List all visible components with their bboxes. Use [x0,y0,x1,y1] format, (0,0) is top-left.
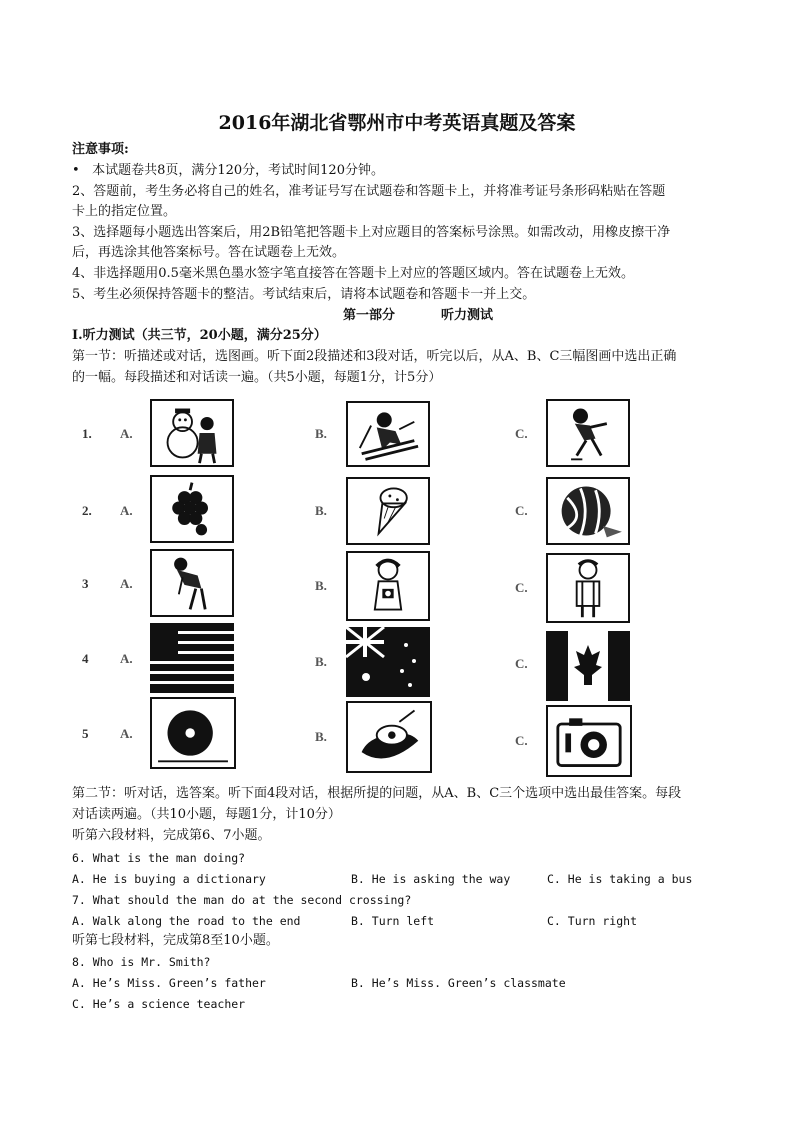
part-name: 听力测试 [441,308,494,323]
question-number: 4 [82,651,89,666]
notes-item-1 [72,161,384,181]
section2-instructions-1: 第二节：听对话，选答案。听下面4段对话，根据所提的问题，从A、B、C三个选项中选出最佳答案。每段 [72,786,682,801]
question-6-option-c: C. He is taking a bus [547,872,693,886]
part-label: 第一部分 [343,308,396,323]
notes-heading: 注意事项: [72,142,129,157]
option-label-b: B. [315,654,327,669]
section1-heading: Ⅰ.听力测试（共三节，20小题，满分25分） [72,328,327,343]
notes-item-5: 5、考生必须保持答题卡的整洁。考试结束后，请将本试题卷和答题卡一并上交。 [72,287,536,302]
question-7-option-b: B. Turn left [351,914,435,928]
question-8-option-c: C. He’s a science teacher [72,997,246,1011]
notes-item-3-cont: 后，再选涂其他答案标号。答在试题卷上无效。 [72,245,346,260]
option-label-a: A. [120,503,133,518]
question-6-option-a: A. He is buying a dictionary [72,872,266,886]
option-label-b: B. [315,578,327,593]
skater-picture [546,399,630,467]
notes-item-2-cont: 卡上的指定位置。 [72,204,177,219]
question-number: 3 [82,576,89,591]
usa-flag-picture [150,623,234,693]
australia-flag-picture [346,627,430,697]
question-8: 8. Who is Mr. Smith? [72,955,211,969]
boy-suspenders-picture [546,553,630,623]
question-7-option-a: A. Walk along the road to the end [72,914,301,928]
notes-item-3: 3、选择题每小题选出答案后，用2B铅笔把答题卡上对应题目的答案标号涂黑。如需改动，用橡皮擦干净 [72,225,671,240]
option-label-b: B. [315,729,327,744]
canada-flag-picture [546,631,630,701]
option-label-b: B. [315,503,327,518]
page-title: 2016年湖北省鄂州市中考英语真题及答案 [218,112,576,134]
cd-disc-picture [150,697,236,769]
option-label-a: A. [120,576,133,591]
question-8-option-b: B. He’s Miss. Green’s classmate [351,976,566,990]
ice-cream-picture [346,477,430,545]
option-label-a: A. [120,426,133,441]
option-label-c: C. [515,656,528,671]
option-label-c: C. [515,426,528,441]
girl-camera-picture [346,551,430,621]
cd-player-picture [346,701,432,773]
notes-item-4: 4、非选择题用0.5毫米黑色墨水签字笔直接答在答题卡上对应的答题区域内。答在试题卷上无效。 [72,266,634,281]
section1-instructions-1: 第一节：听描述或对话，选图画。听下面2段描述和3段对话，听完以后，从A、B、C三幅图画中选出正确 [72,349,677,364]
question-number: 5 [82,726,89,741]
camera-picture [546,705,632,777]
option-label-a: A. [120,726,133,741]
question-number: 1. [82,426,92,441]
notes-item-2: 2、答题前，考生务必将自己的姓名，准考证号写在试题卷和答题卡上，并将准考证号条形码粘贴在答题 [72,184,666,199]
notes-item-text: 本试题卷共8页，满分120分，考试时间120分钟。 [92,163,384,178]
material-7-heading: 听第七段材料，完成第8至10小题。 [72,933,279,948]
question-6-option-b: B. He is asking the way [351,872,511,886]
section2-instructions-2: 对话读两遍。（共10小题，每题1分，计10分） [72,807,341,822]
option-label-b: B. [315,426,327,441]
question-7-option-c: C. Turn right [547,914,638,928]
material-6-heading: 听第六段材料，完成第6、7小题。 [72,828,271,843]
skier-picture [346,401,430,467]
question-6: 6. What is the man doing? [72,851,246,865]
option-label-c: C. [515,503,528,518]
bullet: • [72,163,80,178]
bending-man-picture [150,549,234,617]
option-label-c: C. [515,733,528,748]
option-label-c: C. [515,580,528,595]
question-number: 2. [82,503,92,518]
snowman-kids-picture [150,399,234,467]
grapes-picture [150,475,234,543]
option-label-a: A. [120,651,133,666]
watermelon-picture [546,477,630,545]
question-7: 7. What should the man do at the second crossing? [72,893,412,907]
section1-instructions-2: 的一幅。每段描述和对话读一遍。（共5小题，每题1分，计5分） [72,370,442,385]
question-8-option-a: A. He’s Miss. Green’s father [72,976,266,990]
